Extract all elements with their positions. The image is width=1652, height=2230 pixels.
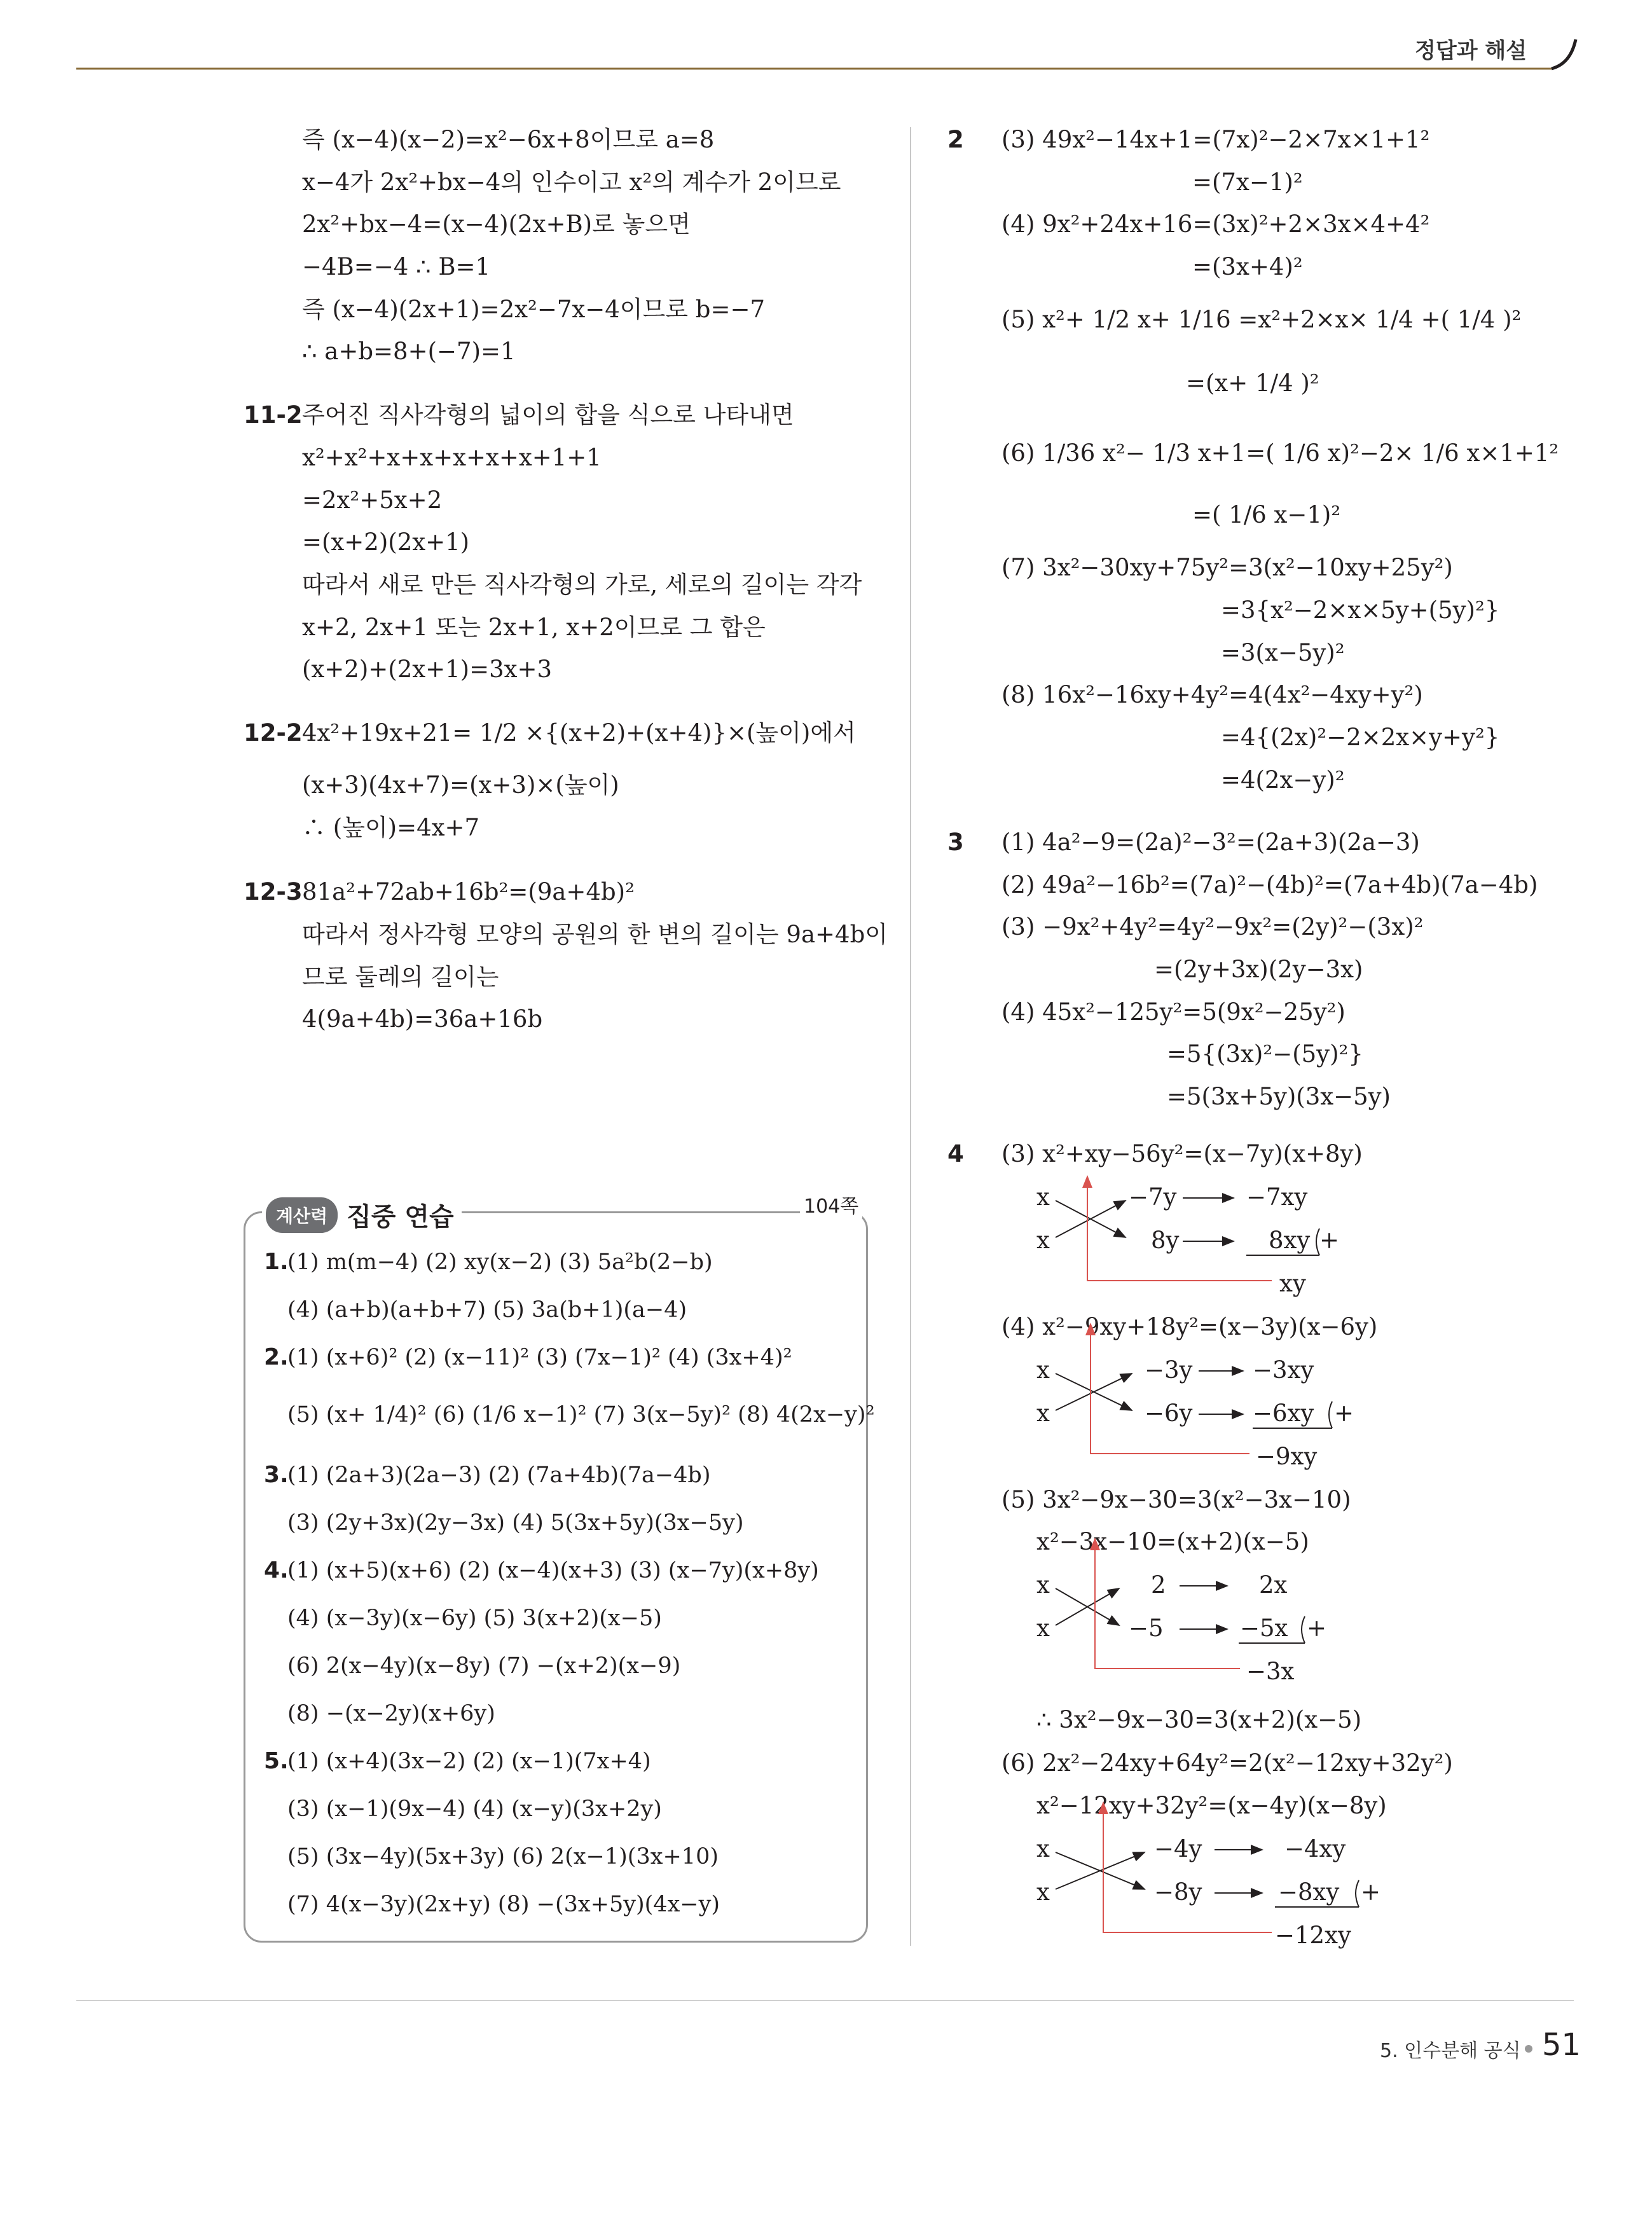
text-line: =(7x−1)² <box>1192 169 1303 196</box>
practice-badge: 계산력 <box>266 1197 338 1233</box>
cross-term: −6xy <box>1253 1400 1314 1427</box>
practice-line: (1) (2a+3)(2a−3) (2) (7a+4b)(7a−4b) <box>287 1463 711 1488</box>
text-line: x²−3x−10=(x+2)(x−5) <box>1036 1528 1309 1555</box>
footer-rule <box>76 2000 1574 2001</box>
practice-item-number: 3. <box>264 1462 289 1488</box>
text-line: 4(9a+4b)=36a+16b <box>302 1005 543 1033</box>
text-line: x²+x²+x+x+x+x+x+1+1 <box>302 444 602 471</box>
text-line: (1) 4a²−9=(2a)²−3²=(2a+3)(2a−3) <box>1002 829 1420 856</box>
cross-term: −8y <box>1154 1878 1202 1906</box>
text-line: 4x²+19x+21= 1/2 ×{(x+2)+(x+4)}×(높이)에서 <box>302 719 856 747</box>
practice-line: (4) (x−3y)(x−6y) (5) 3(x+2)(x−5) <box>287 1606 662 1631</box>
text-line: =4(2x−y)² <box>1221 766 1345 794</box>
text-line: (8) 16x²−16xy+4y²=4(4x²−4xy+y²) <box>1002 681 1423 708</box>
cross-sum: −3x <box>1246 1658 1295 1685</box>
cross-term: x <box>1036 1356 1050 1384</box>
cross-term: x <box>1036 1878 1050 1906</box>
text-line: (3) −9x²+4y²=4y²−9x²=(2y)²−(3x)² <box>1002 913 1424 940</box>
problem-number: 12-2 <box>244 719 303 747</box>
problem-number: 2 <box>947 126 964 153</box>
text-line: =3(x−5y)² <box>1221 639 1345 666</box>
header-label: 정답과 해설 <box>1415 38 1527 64</box>
text-line: (4) x²−9xy+18y²=(x−3y)(x−6y) <box>1002 1313 1378 1340</box>
text-line: (5) x²+ 1/2 x+ 1/16 =x²+2×x× 1/4 +( 1/4 )² <box>1002 306 1522 333</box>
cross-term: 2x <box>1259 1571 1288 1599</box>
cross-term: −7y <box>1129 1183 1177 1211</box>
practice-item-number: 2. <box>264 1344 289 1370</box>
cross-term: −3xy <box>1253 1356 1314 1384</box>
practice-line: (3) (x−1)(9x−4) (4) (x−y)(3x+2y) <box>287 1796 662 1822</box>
text-line: −4B=−4 ∴ B=1 <box>302 253 491 280</box>
cross-term: −4y <box>1154 1835 1202 1862</box>
text-line: x−4가 2x²+bx−4의 인수이고 x²의 계수가 2이므로 <box>302 169 841 196</box>
text-line: =4{(2x)²−2×2x×y+y²} <box>1221 724 1500 751</box>
text-line: =(2y+3x)(2y−3x) <box>1154 956 1363 983</box>
practice-line: (5) (3x−4y)(5x+3y) (6) 2(x−1)(3x+10) <box>287 1844 719 1869</box>
practice-item-number: 1. <box>264 1249 289 1275</box>
practice-item-number: 5. <box>264 1748 289 1774</box>
text-line: 즉 (x−4)(x−2)=x²−6x+8이므로 a=8 <box>302 126 715 153</box>
text-line: (x+2)+(2x+1)=3x+3 <box>302 656 553 683</box>
text-line: =( 1/6 x−1)² <box>1192 501 1341 528</box>
text-line: (4) 9x²+24x+16=(3x)²+2×3x×4+4² <box>1002 210 1430 238</box>
cross-term: x <box>1036 1614 1050 1642</box>
practice-line: (1) (x+4)(3x−2) (2) (x−1)(7x+4) <box>287 1749 651 1774</box>
text-line: 81a²+72ab+16b²=(9a+4b)² <box>302 878 635 905</box>
cross-term: x <box>1036 1400 1050 1427</box>
cross-sum: −9xy <box>1256 1443 1318 1470</box>
cross-term: 2 <box>1151 1571 1166 1599</box>
text-line: 따라서 새로 만든 직사각형의 가로, 세로의 길이는 각각 <box>302 571 862 598</box>
text-line: x+2, 2x+1 또는 2x+1, x+2이므로 그 합은 <box>302 614 766 641</box>
text-line: =(x+ 1/4 )² <box>1186 369 1319 397</box>
plus-sign: + <box>1307 1614 1327 1642</box>
practice-title: 집중 연습 <box>347 1202 454 1232</box>
practice-line: (6) 2(x−4y)(x−8y) (7) −(x+2)(x−9) <box>287 1653 681 1679</box>
practice-item-number: 4. <box>264 1557 289 1583</box>
cross-diagram-5 <box>1056 1539 1305 1669</box>
cross-term: x <box>1036 1227 1050 1254</box>
plus-sign: + <box>1361 1878 1381 1906</box>
problem-number: 4 <box>947 1140 964 1167</box>
cross-sum: −12xy <box>1275 1922 1351 1949</box>
plus-sign: + <box>1334 1400 1354 1427</box>
practice-line: (5) (x+ 1/4)² (6) (1/6 x−1)² (7) 3(x−5y)² (8) 4(2x−y)² <box>287 1402 875 1428</box>
practice-line: (1) (x+6)² (2) (x−11)² (3) (7x−1)² (4) (3x+4)² <box>287 1345 792 1370</box>
cross-sum: xy <box>1279 1270 1306 1297</box>
text-line: (3) 49x²−14x+1=(7x)²−2×7x×1+1² <box>1002 126 1430 153</box>
text-line: 따라서 정사각형 모양의 공원의 한 변의 길이는 9a+4b이 <box>302 921 888 948</box>
cross-diagram-6 <box>1056 1803 1359 1932</box>
text-line: (2) 49a²−16b²=(7a)²−(4b)²=(7a+4b)(7a−4b) <box>1002 871 1538 898</box>
text-line: =(3x+4)² <box>1192 253 1303 280</box>
practice-line: (4) (a+b)(a+b+7) (5) 3a(b+1)(a−4) <box>287 1297 687 1323</box>
cross-diagram-4 <box>1056 1324 1332 1454</box>
text-line: 즉 (x−4)(2x+1)=2x²−7x−4이므로 b=−7 <box>302 296 766 323</box>
text-line: ∴ (높이)=4x+7 <box>302 814 480 841</box>
cross-term: −3y <box>1145 1356 1193 1384</box>
text-line: (7) 3x²−30xy+75y²=3(x²−10xy+25y²) <box>1002 554 1453 581</box>
cross-term: −6y <box>1145 1400 1193 1427</box>
cross-term: x <box>1036 1571 1050 1599</box>
cross-term: x <box>1036 1835 1050 1862</box>
cross-diagram-3 <box>1056 1176 1319 1281</box>
cross-term: −8xy <box>1278 1878 1340 1906</box>
plus-sign: + <box>1319 1227 1340 1254</box>
text-line: (4) 45x²−125y²=5(9x²−25y²) <box>1002 998 1346 1026</box>
problem-number: 11-2 <box>244 401 303 429</box>
text-line: =5{(3x)²−(5y)²} <box>1167 1040 1363 1068</box>
page-number: 51 <box>1542 2027 1581 2063</box>
problem-number: 3 <box>947 829 964 856</box>
practice-line: (3) (2y+3x)(2y−3x) (4) 5(3x+5y)(3x−5y) <box>287 1510 744 1536</box>
text-line: ∴ 3x²−9x−30=3(x+2)(x−5) <box>1036 1706 1362 1733</box>
cross-term: x <box>1036 1183 1050 1211</box>
practice-page-ref: 104쪽 <box>800 1190 862 1218</box>
text-line: (6) 1/36 x²− 1/3 x+1=( 1/6 x)²−2× 1/6 x×1+1² <box>1002 439 1559 467</box>
practice-line: (1) m(m−4) (2) xy(x−2) (3) 5a²b(2−b) <box>287 1249 713 1275</box>
text-line: =2x²+5x+2 <box>302 486 443 514</box>
text-line: (3) x²+xy−56y²=(x−7y)(x+8y) <box>1002 1140 1363 1167</box>
cross-term: 8y <box>1151 1227 1180 1254</box>
cross-term: 8xy <box>1269 1227 1311 1254</box>
text-line: x²−12xy+32y²=(x−4y)(x−8y) <box>1036 1792 1387 1819</box>
footer-chapter: 5. 인수분해 공식 <box>1380 2040 1521 2062</box>
text-line: ∴ a+b=8+(−7)=1 <box>302 338 516 365</box>
text-line: =5(3x+5y)(3x−5y) <box>1167 1083 1391 1110</box>
text-line: =(x+2)(2x+1) <box>302 528 470 556</box>
text-line: 2x²+bx−4=(x−4)(2x+B)로 놓으면 <box>302 210 691 238</box>
practice-line: (7) 4(x−3y)(2x+y) (8) −(3x+5y)(4x−y) <box>287 1892 720 1917</box>
cross-term: −5x <box>1240 1614 1288 1642</box>
text-line: (5) 3x²−9x−30=3(x²−3x−10) <box>1002 1486 1351 1513</box>
text-line: 주어진 직사각형의 넓이의 합을 식으로 나타내면 <box>302 401 794 429</box>
cross-term: −4xy <box>1284 1835 1346 1862</box>
text-line: =3{x²−2×x×5y+(5y)²} <box>1221 596 1500 624</box>
text-line: (x+3)(4x+7)=(x+3)×(높이) <box>302 771 619 799</box>
cross-term: −5 <box>1129 1614 1164 1642</box>
problem-number: 12-3 <box>244 878 303 905</box>
practice-line: (8) −(x−2y)(x+6y) <box>287 1701 495 1726</box>
footer-dot <box>1525 2045 1532 2053</box>
practice-line: (1) (x+5)(x+6) (2) (x−4)(x+3) (3) (x−7y)(x+8y) <box>287 1558 819 1583</box>
text-line: 므로 둘레의 길이는 <box>302 963 499 991</box>
text-line: (6) 2x²−24xy+64y²=2(x²−12xy+32y²) <box>1002 1749 1453 1777</box>
cross-term: −7xy <box>1246 1183 1308 1211</box>
